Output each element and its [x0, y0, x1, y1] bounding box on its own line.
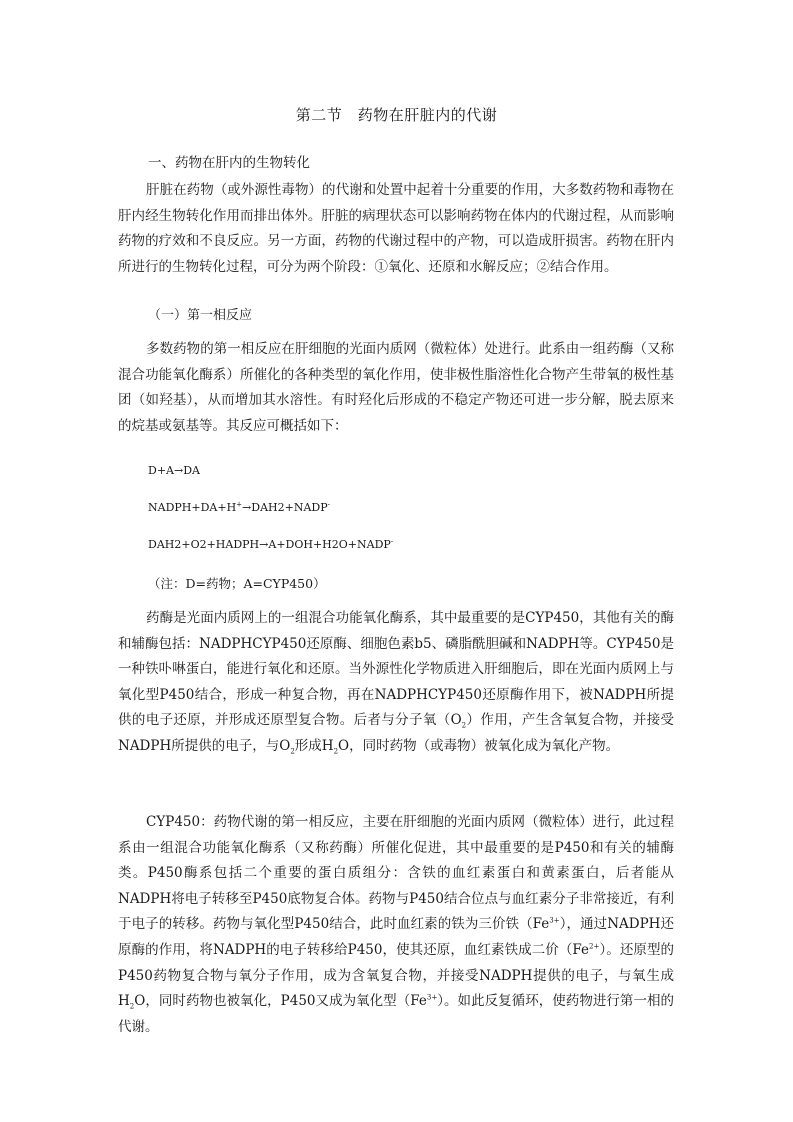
paragraph-cyp450-text-e: ）。如此反复循环，使药物进行第一相的代谢。 [118, 993, 675, 1035]
superscript-fe2: 2+ [589, 942, 600, 951]
equation-3-text: DAH2+O2+HADPH→A+DOH+H2O+NADP [148, 538, 391, 551]
equation-2-rhs: →DAH2+NADP [242, 501, 328, 514]
paragraph-enzymes-text-c: 形成H [294, 737, 334, 754]
paragraph-cyp450-text-c: ）。还原型的P450药物复合物与氧分子作用，成为含氧复合物，并接受NADPH提供的电子，与氧生成H [118, 941, 675, 1010]
equation-3-sup: - [390, 537, 394, 546]
equation-2-sup2: - [327, 500, 330, 509]
equation-note: （注：D=药物；A=CYP450） [148, 576, 326, 591]
page-title: 第二节 药物在肝脏内的代谢 [295, 106, 498, 124]
paragraph-cyp450-text-a: CYP450：药物代谢的第一相反应，主要在肝细胞的光面内质网（微粒体）进行，此过程系由一组混合功能氧化酶系（又称药酶）所催化促进，其中最重要的是P450和有关的辅酶类。P450酶系包括二个重要的蛋白质组分：含铁的血红素蛋白和黄素蛋白，后者能从NADPH将电子转移至P450底物复合体。药物与P450结合位点与血红素分子非常接近，有利于电子的转移。药物与氧化型P450结合，此时血红素的铁为三价铁（Fe [118, 814, 674, 933]
subscript-o2-b: 2 [290, 747, 295, 756]
paragraph-cyp450 [118, 810, 674, 1040]
paragraph-intro-text: 肝脏在药物（或外源性毒物）的代谢和处置中起着十分重要的作用，大多数药物和毒物在肝内经生物转化作用而排出体外。肝脏的病理状态可以影响药物在体内的代谢过程，从而影响药物的疗效和不良反应。另一方面，药物的代谢过程中的产物，可以造成肝损害。药物在肝内所进行的生物转化过程，可分为两个阶段：①氧化、还原和水解反应；②结合作用。 [118, 182, 674, 275]
equation-2-sup: + [236, 500, 243, 509]
paragraph-phase1-text: 多数药物的第一相反应在肝细胞的光面内质网（微粒体）处进行。此系由一组药酶（又称混合功能氧化酶系）所催化的各种类型的氧化作用，使非极性脂溶性化合物产生带氧的极性基团（如羟基），从而增加其水溶性。有时羟化后形成的不稳定产物还可进一步分解，脱去原来的烷基或氨基等。其反应可概括如下： [118, 341, 674, 434]
paragraph-enzymes-text-a: 药酶是光面内质网上的一组混合功能氧化酶系，其中最重要的是CYP450，其他有关的酶和辅酶包括：NADPHCYP450还原酶、细胞色素b5、磷脂酰胆碱和NADPH等。CYP450是一种铁卟啉蛋白，能进行氧化和还原。当外源性化学物质进入肝细胞后，即在光面内质网上与氧化型P450结合，形成一种复合物，再在NADPHCYP450还原酶作用下，被NADPH所提供的电子还原，并形成还原型复合物。后者与分子氧（O [118, 610, 674, 729]
paragraph-cyp450-text-b: ），通过NADPH还原酶的作用，将NADPH的电子转移给P450，使其还原，血红素铁成二价（Fe [118, 916, 674, 958]
paragraph-enzymes-text-b: ）作用，产生含氧复合物，并接受NADPH所提供的电子，与O [118, 712, 674, 754]
section-heading: 一、药物在肝内的生物转化 [148, 155, 310, 171]
paragraph-phase1 [118, 337, 674, 439]
superscript-fe3-b: 3+ [426, 993, 438, 1002]
equation-2-lhs: NADPH+DA+H [148, 501, 237, 514]
superscript-fe3-a: 3+ [549, 916, 560, 925]
equation-3 [148, 538, 393, 552]
equation-1: D+A→DA [148, 464, 200, 477]
subscript-h2o-b: 2 [129, 1002, 135, 1011]
equation-2 [148, 501, 330, 515]
subscript-o2-a: 2 [461, 722, 467, 731]
paragraph-enzymes-text-d: O，同时药物（或毒物）被氧化成为氧化产物。 [338, 737, 620, 754]
paragraph-intro [118, 178, 674, 280]
subscript-h2o: 2 [333, 747, 339, 756]
paragraph-cyp450-text-d: O，同时药物也被氧化，P450又成为氧化型（Fe [134, 993, 427, 1010]
paragraph-enzymes [118, 606, 674, 760]
subsection-heading: （一）第一相反应 [148, 308, 253, 323]
